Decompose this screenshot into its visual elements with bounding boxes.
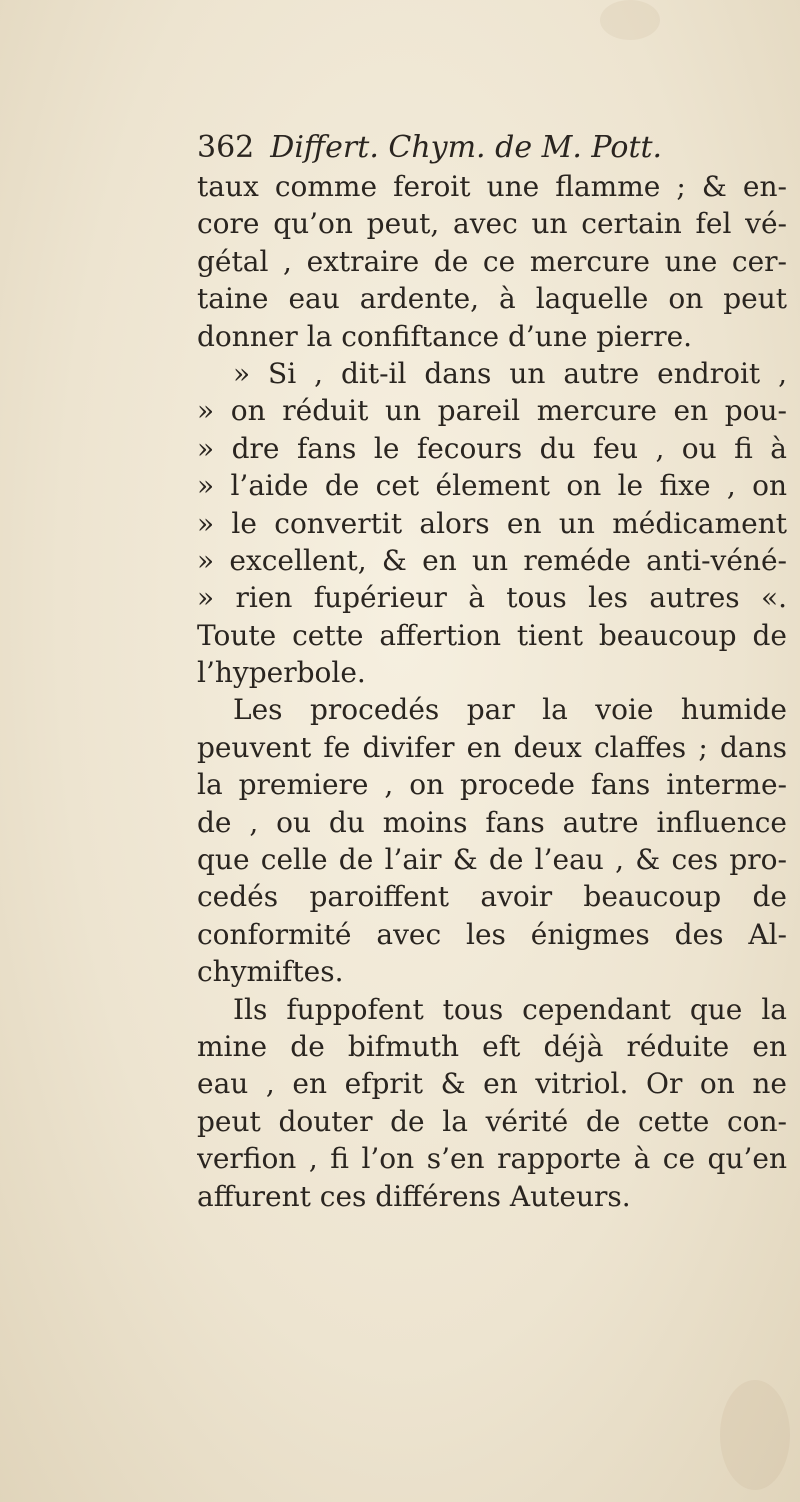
text-line: core qu’on peut, avec un certain fel vé- — [197, 207, 787, 241]
text-line: » Si , dit-il dans un autre endroit , — [233, 356, 787, 390]
text-line: Les procedés par la voie humide — [233, 693, 787, 727]
page-header — [197, 128, 662, 168]
text-line: gétal , extraire de ce mercure une cer- — [197, 244, 787, 278]
text-line: » on réduit un pareil mercure en pou- — [197, 394, 787, 428]
text-line: la premiere , on procede fans interme- — [197, 768, 787, 802]
text-line: » dre fans le fecours du feu , ou fi à — [197, 431, 787, 465]
text-line: peuvent fe divifer en deux claffes ; dans — [197, 730, 787, 764]
body-text — [197, 168, 787, 1215]
text-line: taine eau ardente, à laquelle on peut — [197, 282, 787, 316]
text-line: mine de bifmuth eft déjà réduite en — [197, 1029, 787, 1063]
text-line: que celle de l’air & de l’eau , & ces pro- — [197, 843, 787, 877]
text-line: Toute cette affertion tient beaucoup de — [197, 618, 787, 652]
text-line: cedés paroiffent avoir beaucoup de — [197, 880, 787, 914]
page-number: 362 — [197, 130, 255, 165]
text-line: » l’aide de cet élement on le fixe , on — [197, 469, 787, 503]
running-title: Differt. Chym. de M. Pott. — [270, 130, 663, 165]
text-line: taux comme feroit une flamme ; & en- — [197, 170, 787, 203]
text-line: eau , en efprit & en vitriol. Or on ne — [197, 1067, 787, 1101]
text-line: » le convertit alors en un médicament — [197, 506, 787, 540]
text-line: donner la confiftance d’une pierre. — [197, 319, 693, 353]
text-line: de , ou du moins fans autre influence — [197, 805, 787, 839]
paper-stain — [600, 0, 660, 40]
text-line: chymiftes. — [197, 955, 344, 989]
text-line: conformité avec les énigmes des Al- — [197, 917, 787, 951]
text-line: » excellent, & en un reméde anti-véné- — [197, 543, 787, 577]
paper-stain — [720, 1380, 790, 1490]
text-line: affurent ces différens Auteurs. — [197, 1179, 631, 1213]
text-line: Ils fuppofent tous cependant que la — [233, 992, 787, 1026]
text-line: peut douter de la vérité de cette con- — [197, 1104, 787, 1138]
text-line: l’hyperbole. — [197, 656, 366, 690]
text-line: verfion , fi l’on s’en rapporte à ce qu’en — [197, 1142, 787, 1176]
text-line: » rien fupérieur à tous les autres «. — [197, 581, 787, 615]
